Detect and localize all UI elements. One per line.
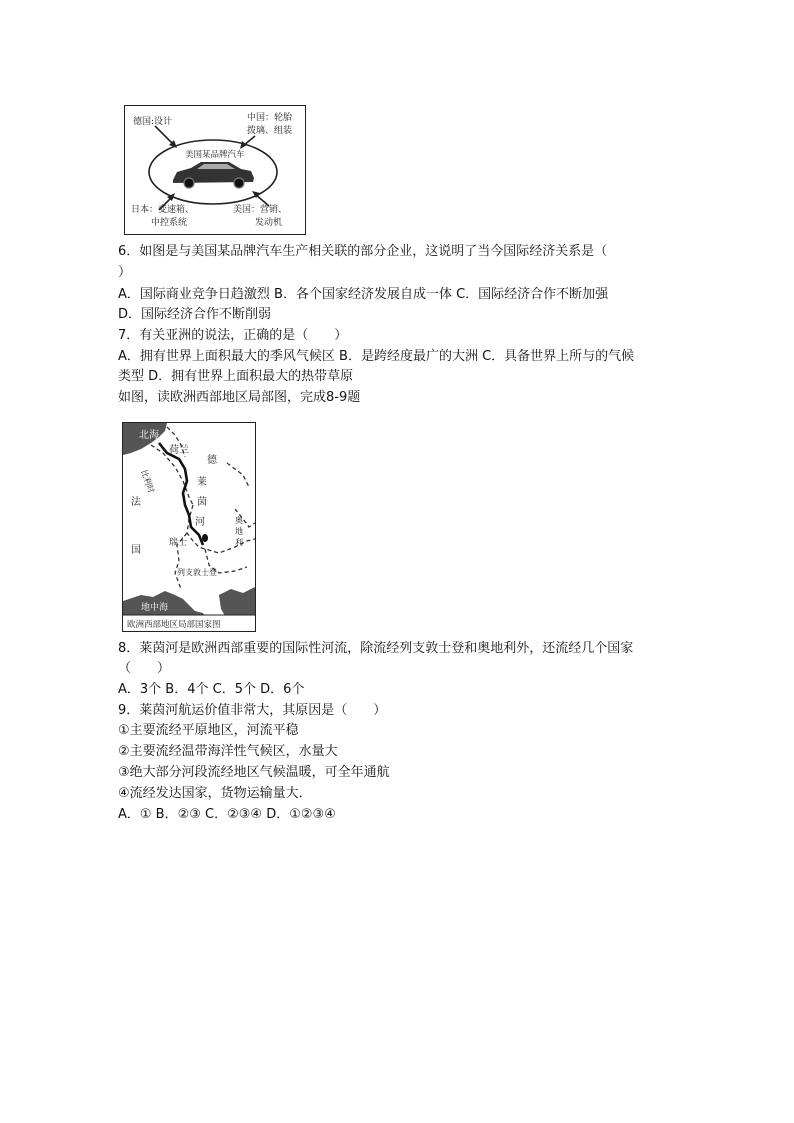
car-production-diagram	[125, 106, 305, 234]
car-production-figure	[124, 105, 306, 235]
q9-stem: 9．莱茵河航运价值非常大，其原因是（ ）	[118, 703, 387, 718]
switzerland-label: 瑞士	[169, 538, 188, 548]
center-label: 美国某品牌汽车	[185, 150, 245, 160]
usa-label-1: 美国：营销、	[233, 205, 288, 215]
q6-options-line-2: D．国际经济合作不断削弱	[118, 307, 272, 322]
map-labels	[131, 428, 243, 613]
q8-options: A．3个 B．4个 C．5个 D．6个	[118, 682, 305, 697]
q8-stem-line-2: （ ）	[118, 661, 171, 676]
austria-label-2: 地	[235, 527, 243, 536]
q6-stem-line-1: 6．如图是与美国某品牌汽车生产相关联的部分企业，这说明了当今国际经济关系是（	[118, 244, 608, 259]
q6-stem-line-2: ）	[118, 265, 132, 280]
q7-options-line-2: 类型 D．拥有世界上面积最大的热带草原	[118, 369, 354, 384]
germany-label-map: 德	[207, 455, 217, 466]
france-label-1: 法	[131, 497, 141, 508]
intro-8-9: 如图，读欧洲西部地区局部图，完成8-9题	[118, 390, 361, 405]
q7-options-line-1: A．拥有世界上面积最大的季风气候区 B．是跨经度最广的大洲 C．具备世界上所与的气候	[118, 349, 635, 364]
q7-stem: 7．有关亚洲的说法，正确的是（ ）	[118, 328, 348, 343]
q9-item-3: ③绝大部分河段流经地区气候温暖，可全年通航	[118, 765, 390, 780]
austria-label-3: 利	[235, 538, 243, 547]
rhine-label-2: 茵	[197, 497, 207, 508]
china-label-1: 中国：轮胎	[247, 113, 293, 123]
usa-label-2: 发动机	[255, 218, 283, 228]
europe-map	[123, 423, 255, 631]
car-image	[173, 162, 254, 188]
china-label-2: 拨璃、组装	[247, 126, 293, 136]
europe-map-figure	[122, 422, 256, 632]
q9-item-2: ②主要流经温带海洋性气候区，水量大	[118, 744, 338, 759]
rhine-label-1: 莱	[197, 477, 207, 488]
japan-label-2: 中控系统	[151, 218, 188, 228]
netherlands-label: 荷兰	[169, 445, 189, 456]
rhine-river	[159, 443, 203, 545]
france-label-2: 国	[131, 545, 141, 556]
austria-label-1: 奥	[235, 516, 243, 525]
rhine-label-3: 河	[195, 517, 205, 528]
liechtenstein-label: 列支敦士登	[177, 568, 217, 577]
map-caption: 欧洲西部地区局部国家图	[127, 620, 221, 630]
q6-options-line-1: A．国际商业竞争日趋激烈 B．各个国家经济发展自成一体 C．国际经济合作不断加强	[118, 287, 609, 302]
japan-label-1: 日本：变速箱、	[131, 205, 195, 215]
north-sea-label: 北海	[139, 430, 159, 441]
q9-options: A．① B．②③ C．②③④ D．①②③④	[118, 807, 336, 822]
lake	[202, 534, 208, 542]
q8-stem-line-1: 8．莱茵河是欧洲西部重要的国际性河流，除流经列支敦士登和奥地利外，还流经几个国家	[118, 641, 634, 656]
q9-item-4: ④流经发达国家，货物运输量大．	[118, 786, 312, 801]
q9-item-1: ①主要流经平原地区，河流平稳	[118, 723, 299, 738]
germany-label: 德国:设计	[133, 117, 173, 127]
mediterranean-label: 地中海	[141, 603, 169, 613]
belgium-label: 比利时	[139, 468, 156, 495]
